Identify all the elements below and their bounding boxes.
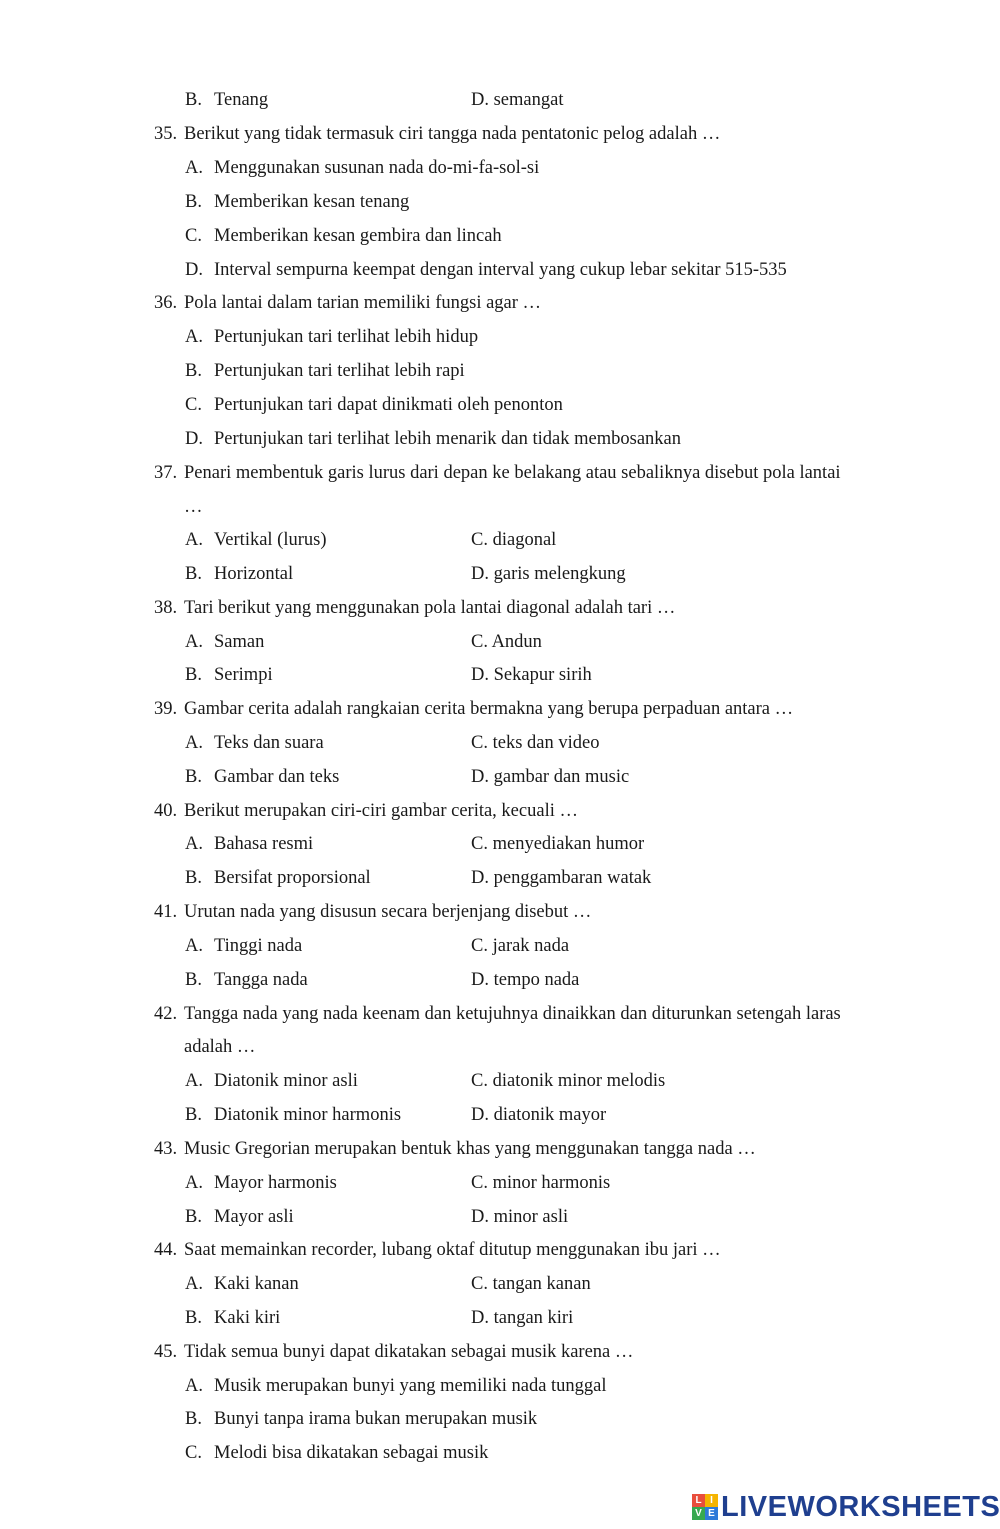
question-number: 38. — [154, 598, 178, 618]
option-text: Kaki kanan — [214, 1274, 299, 1294]
option-letter: B. — [185, 1409, 202, 1429]
option-text: C. Andun — [471, 632, 542, 652]
question-text-continued: … — [184, 497, 203, 517]
option-letter: C. — [185, 395, 202, 415]
question-38 — [0, 591, 1000, 625]
option-row — [0, 557, 1000, 591]
option-text: Memberikan kesan tenang — [214, 192, 410, 212]
option-text: Bahasa resmi — [214, 834, 314, 854]
question-text: Tari berikut yang menggunakan pola lantai diagonal adalah tari … — [184, 598, 676, 618]
question-text: Gambar cerita adalah rangkaian cerita bermakna yang berupa perpaduan antara … — [184, 699, 794, 719]
option-text: Vertikal (lurus) — [214, 530, 327, 550]
question-42 — [0, 997, 1000, 1031]
question-number: 42. — [154, 1004, 178, 1024]
option-row — [0, 253, 1000, 287]
option-letter: C. — [185, 226, 202, 246]
option-text: Melodi bisa dikatakan sebagai musik — [214, 1443, 489, 1463]
question-continuation — [0, 490, 1000, 524]
question-text: Saat memainkan recorder, lubang oktaf ditutup menggunakan ibu jari … — [184, 1240, 721, 1260]
option-row — [0, 1267, 1000, 1301]
option-row — [0, 1166, 1000, 1200]
option-text: D. semangat — [471, 90, 564, 110]
question-text: Tidak semua bunyi dapat dikatakan sebagai musik karena … — [184, 1342, 634, 1362]
option-text: Serimpi — [214, 665, 273, 685]
option-text: C. tangan kanan — [471, 1274, 591, 1294]
question-text: Berikut merupakan ciri-ciri gambar cerita, kecuali … — [184, 801, 578, 821]
question-35 — [0, 117, 1000, 151]
option-letter: D. — [185, 260, 203, 280]
option-text: Pertunjukan tari terlihat lebih menarik dan tidak membosankan — [214, 429, 681, 449]
question-text-continued: adalah … — [184, 1037, 256, 1057]
option-row — [0, 1064, 1000, 1098]
option-letter: B. — [185, 361, 202, 381]
option-text: D. penggambaran watak — [471, 868, 652, 888]
option-letter: D. — [185, 429, 203, 449]
option-text: Kaki kiri — [214, 1308, 281, 1328]
logo-tile: V — [692, 1507, 705, 1520]
question-44 — [0, 1233, 1000, 1267]
question-text: Urutan nada yang disusun secara berjenjang disebut … — [184, 902, 592, 922]
question-number: 43. — [154, 1139, 178, 1159]
option-letter: A. — [185, 1173, 203, 1193]
option-row — [0, 827, 1000, 861]
option-text: Pertunjukan tari terlihat lebih rapi — [214, 361, 465, 381]
option-row — [0, 1402, 1000, 1436]
option-text: Mayor asli — [214, 1207, 294, 1227]
option-letter: A. — [185, 936, 203, 956]
question-text: Music Gregorian merupakan bentuk khas yang menggunakan tangga nada … — [184, 1139, 756, 1159]
option-letter: A. — [185, 834, 203, 854]
option-row — [0, 1098, 1000, 1132]
option-text: Pertunjukan tari dapat dinikmati oleh penonton — [214, 395, 563, 415]
option-text: Gambar dan teks — [214, 767, 340, 787]
option-row — [0, 963, 1000, 997]
option-text: Tenang — [214, 90, 269, 110]
question-continuation — [0, 1030, 1000, 1064]
option-row — [0, 625, 1000, 659]
option-text: Tangga nada — [214, 970, 308, 990]
option-row — [0, 1200, 1000, 1234]
question-number: 44. — [154, 1240, 178, 1260]
question-number: 36. — [154, 293, 178, 313]
option-row — [0, 422, 1000, 456]
option-letter: A. — [185, 1376, 203, 1396]
liveworksheets-logo-icon — [692, 1494, 718, 1520]
question-number: 39. — [154, 699, 178, 719]
option-text: Pertunjukan tari terlihat lebih hidup — [214, 327, 479, 347]
option-row — [0, 726, 1000, 760]
option-text: Bersifat proporsional — [214, 868, 371, 888]
question-number: 37. — [154, 463, 178, 483]
question-number: 45. — [154, 1342, 178, 1362]
option-letter: A. — [185, 327, 203, 347]
option-text: Saman — [214, 632, 265, 652]
option-letter: B. — [185, 192, 202, 212]
option-row — [0, 219, 1000, 253]
question-43 — [0, 1132, 1000, 1166]
question-39 — [0, 692, 1000, 726]
option-letter: A. — [185, 1071, 203, 1091]
option-text: Tinggi nada — [214, 936, 303, 956]
option-row — [0, 523, 1000, 557]
question-text: Penari membentuk garis lurus dari depan ke belakang atau sebaliknya disebut pola lantai — [184, 463, 841, 483]
option-letter: A. — [185, 1274, 203, 1294]
option-text: C. minor harmonis — [471, 1173, 611, 1193]
option-text: C. jarak nada — [471, 936, 570, 956]
question-text: Tangga nada yang nada keenam dan ketujuhnya dinaikkan dan diturunkan setengah laras — [184, 1004, 841, 1024]
option-text: C. diagonal — [471, 530, 557, 550]
option-row — [0, 185, 1000, 219]
option-text: Mayor harmonis — [214, 1173, 337, 1193]
option-text: Musik merupakan bunyi yang memiliki nada tunggal — [214, 1376, 607, 1396]
option-letter: A. — [185, 530, 203, 550]
option-letter: B. — [185, 1207, 202, 1227]
option-letter: A. — [185, 158, 203, 178]
question-number: 40. — [154, 801, 178, 821]
option-text: Bunyi tanpa irama bukan merupakan musik — [214, 1409, 538, 1429]
option-text: Interval sempurna keempat dengan interval yang cukup lebar sekitar 515-535 — [214, 260, 787, 280]
liveworksheets-logo[interactable] — [692, 1490, 1000, 1524]
question-40 — [0, 794, 1000, 828]
question-36 — [0, 286, 1000, 320]
option-row — [0, 929, 1000, 963]
question-37 — [0, 456, 1000, 490]
option-text: Diatonik minor harmonis — [214, 1105, 402, 1125]
option-letter: B. — [185, 970, 202, 990]
option-row — [0, 1301, 1000, 1335]
logo-tile: I — [705, 1494, 718, 1507]
option-row — [0, 320, 1000, 354]
option-letter: C. — [185, 1443, 202, 1463]
option-text: D. Sekapur sirih — [471, 665, 592, 685]
option-row — [0, 388, 1000, 422]
option-row — [0, 354, 1000, 388]
option-letter: B. — [185, 767, 202, 787]
option-text: D. tempo nada — [471, 970, 580, 990]
logo-tile: E — [705, 1507, 718, 1520]
option-row — [0, 760, 1000, 794]
option-text: Horizontal — [214, 564, 294, 584]
option-text: D. diatonik mayor — [471, 1105, 607, 1125]
option-text: Diatonik minor asli — [214, 1071, 358, 1091]
option-text: C. menyediakan humor — [471, 834, 645, 854]
liveworksheets-logo-text: LIVEWORKSHEETS — [721, 1491, 1000, 1523]
question-text: Pola lantai dalam tarian memiliki fungsi agar … — [184, 293, 542, 313]
option-text: D. garis melengkung — [471, 564, 626, 584]
question-number: 35. — [154, 124, 178, 144]
option-letter: B. — [185, 1308, 202, 1328]
option-text: D. gambar dan music — [471, 767, 630, 787]
option-text: Memberikan kesan gembira dan lincah — [214, 226, 502, 246]
option-text: D. tangan kiri — [471, 1308, 574, 1328]
option-text: D. minor asli — [471, 1207, 569, 1227]
option-letter: B. — [185, 1105, 202, 1125]
option-letter: B. — [185, 868, 202, 888]
option-letter: A. — [185, 632, 203, 652]
option-row — [0, 151, 1000, 185]
option-text: C. teks dan video — [471, 733, 600, 753]
option-row — [0, 861, 1000, 895]
option-row — [0, 1436, 1000, 1470]
logo-tile: L — [692, 1494, 705, 1507]
option-text: Menggunakan susunan nada do-mi-fa-sol-si — [214, 158, 540, 178]
option-row — [0, 1369, 1000, 1403]
question-number: 41. — [154, 902, 178, 922]
question-text: Berikut yang tidak termasuk ciri tangga nada pentatonic pelog adalah … — [184, 124, 721, 144]
option-row — [0, 83, 1000, 117]
option-letter: B. — [185, 90, 202, 110]
option-text: C. diatonik minor melodis — [471, 1071, 666, 1091]
option-text: Teks dan suara — [214, 733, 324, 753]
question-41 — [0, 895, 1000, 929]
question-45 — [0, 1335, 1000, 1369]
option-letter: A. — [185, 733, 203, 753]
option-letter: B. — [185, 564, 202, 584]
option-row — [0, 658, 1000, 692]
option-letter: B. — [185, 665, 202, 685]
